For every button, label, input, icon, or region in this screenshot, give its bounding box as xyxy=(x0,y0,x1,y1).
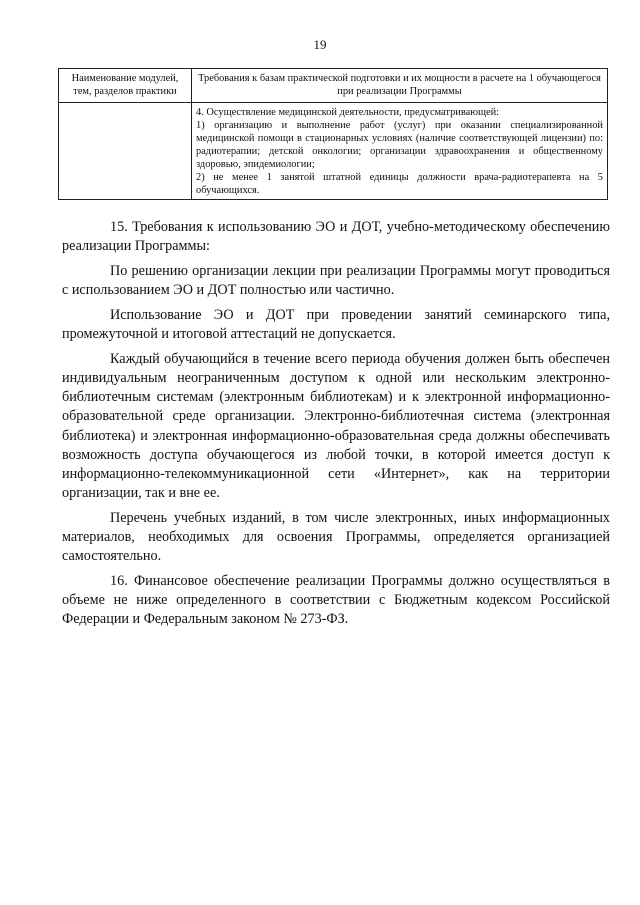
cell-requirements xyxy=(192,103,608,200)
header-modules: Наименование модулей, тем, разделов практики xyxy=(59,69,192,103)
page-number: 19 xyxy=(313,37,327,52)
section-16-paragraph: 16. Финансовое обеспечение реализации Программы должно осуществляться в объеме не ниже определенного в соответствии с Бюджетным кодексом Российской Федерации и Федеральным законом № 273-ФЗ. xyxy=(62,572,610,628)
header-requirements: Требования к базам практической подготовки и их мощности в расчете на 1 обучающегося при реализации Программы xyxy=(192,69,608,103)
body-text xyxy=(62,218,610,635)
paragraph: Использование ЭО и ДОТ при проведении занятий семинарского типа, промежуточной и итоговой аттестаций не допускается. xyxy=(62,306,610,343)
cell-line: 2) не менее 1 занятой штатной единицы должности врача-радиотерапевта на 5 обучающихся. xyxy=(196,172,603,196)
section-15-heading: 15. Требования к использованию ЭО и ДОТ, учебно-методическому обеспечению реализации Программы: xyxy=(62,219,610,255)
cell-line: 4. Осуществление медицинской деятельности, предусматривающей: xyxy=(196,107,500,118)
table-header-row xyxy=(59,69,608,103)
cell-empty xyxy=(59,103,192,200)
cell-line: 1) организацию и выполнение работ (услуг) при оказании специализированной медицинской помощи в стационарных условиях (наличие соответствующей лицензии) по: радиотерапии; детской онкологии; организации здравоохранения и общественному здоровью, эпидемиологии; xyxy=(196,120,603,170)
paragraph: Каждый обучающийся в течение всего периода обучения должен быть обеспечен индивидуальным неограниченным доступом к одной или нескольким электронно-библиотечным системам (электронным библиотекам) и к электронной информационно-образовательной среде организации. Электронно-библиотечная система (электронная библиотека) и электронная информационно-образовательная среда должны обеспечивать возможность доступа обучающегося из любой точки, в которой имеется доступ к информационно-телекоммуникационной сети «Интернет», как на территории организации, так и вне ее. xyxy=(62,350,610,502)
requirements-table xyxy=(58,68,608,200)
paragraph: По решению организации лекции при реализации Программы могут проводиться с использованием ЭО и ДОТ полностью или частично. xyxy=(62,262,610,299)
paragraph: Перечень учебных изданий, в том числе электронных, иных информационных материалов, необходимых для освоения Программы, определяется организацией самостоятельно. xyxy=(62,509,610,565)
table-row xyxy=(59,103,608,200)
